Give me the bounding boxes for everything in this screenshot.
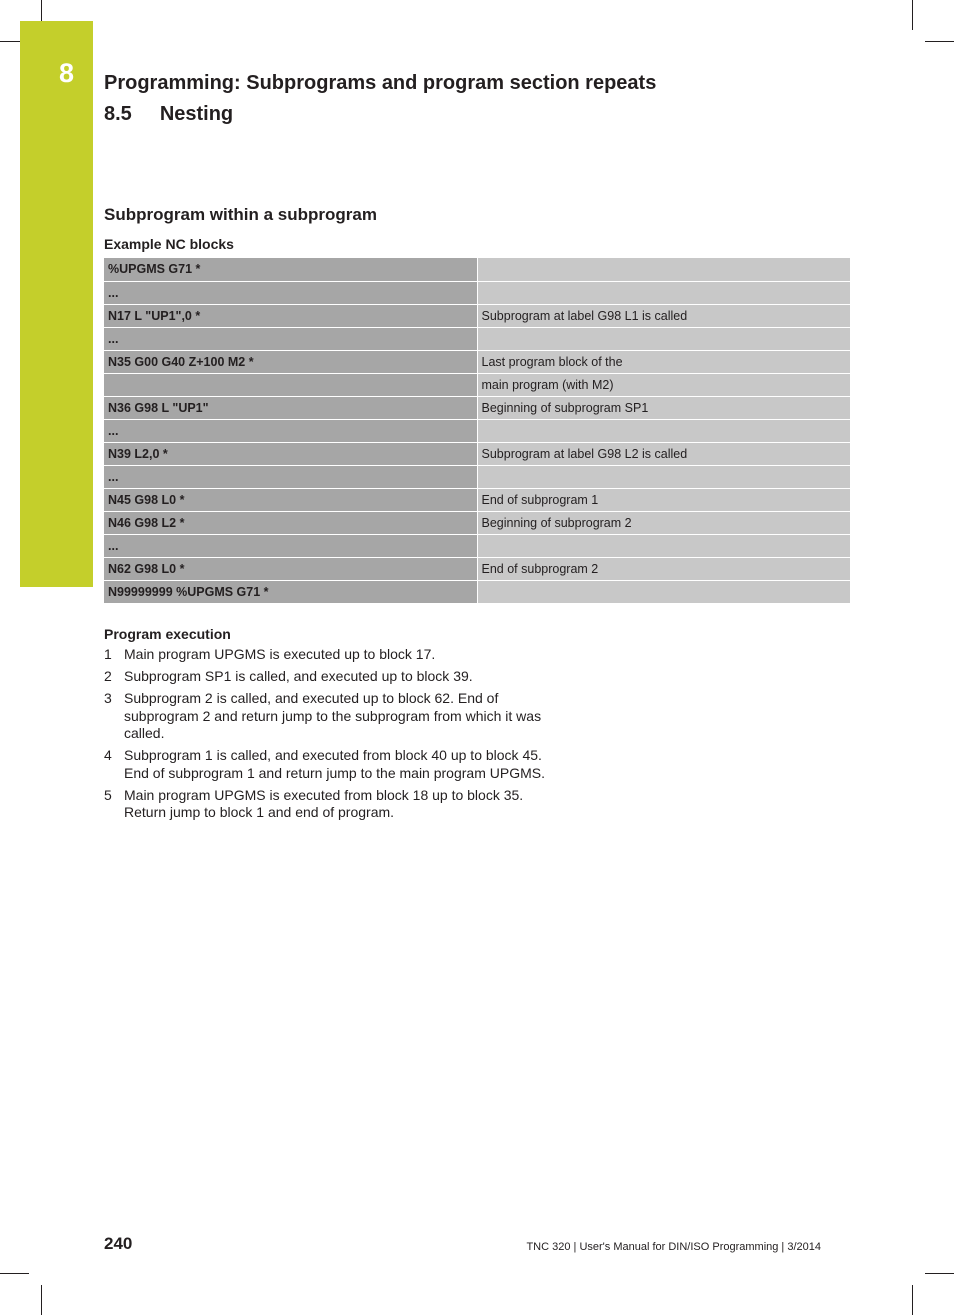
crop-mark — [41, 0, 42, 21]
table-row — [104, 396, 850, 419]
list-item — [104, 668, 554, 686]
table-row — [104, 534, 850, 557]
nc-comment-cell — [477, 327, 850, 350]
subheading: Subprogram within a subprogram — [104, 205, 377, 224]
nc-comment-cell — [477, 258, 850, 281]
crop-mark — [912, 0, 913, 30]
nc-comment-cell: End of subprogram 2 — [477, 557, 850, 580]
nc-code-cell: N35 G00 G40 Z+100 M2 * — [104, 350, 477, 373]
table-row — [104, 327, 850, 350]
section-number: 8.5 — [104, 103, 132, 125]
nc-code-cell — [104, 373, 477, 396]
chapter-number: 8 — [59, 58, 75, 88]
nc-comment-cell: Last program block of the — [477, 350, 850, 373]
nc-comment-cell: Subprogram at label G98 L1 is called — [477, 304, 850, 327]
step-text: Subprogram 2 is called, and executed up to block 62. End of subprogram 2 and return jump to the subprogram from which it was called. — [124, 690, 542, 741]
nc-code-cell: ... — [104, 327, 477, 350]
nc-code-cell: N39 L2,0 * — [104, 442, 477, 465]
table-row — [104, 350, 850, 373]
nc-code-cell: N17 L "UP1",0 * — [104, 304, 477, 327]
nc-code-cell: ... — [104, 281, 477, 304]
step-text: Subprogram 1 is called, and executed from block 40 up to block 45. End of subprogram 1 and return jump to the main program UPGMS. — [124, 747, 545, 781]
nc-comment-cell — [477, 419, 850, 442]
crop-mark — [912, 1285, 913, 1315]
list-item — [104, 690, 554, 743]
step-text: Subprogram SP1 is called, and executed up to block 39. — [124, 668, 473, 684]
table-row — [104, 488, 850, 511]
step-number: 2 — [104, 668, 112, 684]
chapter-title: Programming: Subprograms and program section repeats — [104, 72, 657, 94]
table-row — [104, 511, 850, 534]
nc-comment-cell — [477, 580, 850, 603]
step-number: 4 — [104, 747, 112, 763]
execution-steps-list — [104, 646, 554, 826]
nc-comment-cell — [477, 281, 850, 304]
nc-code-cell: N46 G98 L2 * — [104, 511, 477, 534]
nc-comment-cell — [477, 534, 850, 557]
section-title: Nesting — [159, 103, 234, 125]
nc-comment-cell: End of subprogram 1 — [477, 488, 850, 511]
example-label: Example NC blocks — [104, 236, 234, 252]
table-row — [104, 258, 850, 281]
nc-comment-cell: Beginning of subprogram 2 — [477, 511, 850, 534]
nc-code-cell: N62 G98 L0 * — [104, 557, 477, 580]
list-item — [104, 787, 554, 822]
crop-mark — [0, 1273, 29, 1274]
table-row — [104, 442, 850, 465]
nc-code-cell: ... — [104, 534, 477, 557]
step-number: 5 — [104, 786, 112, 803]
nc-blocks-table — [104, 258, 850, 604]
nc-code-cell: ... — [104, 465, 477, 488]
nc-code-cell: %UPGMS G71 * — [104, 258, 477, 281]
footer-text: TNC 320 | User's Manual for DIN/ISO Programming | 3/2014 — [526, 1241, 821, 1253]
list-item — [104, 646, 554, 664]
step-text: Main program UPGMS is executed up to block 17. — [124, 646, 436, 662]
crop-mark — [41, 1285, 42, 1315]
nc-code-cell: N36 G98 L "UP1" — [104, 396, 477, 419]
step-text: Main program UPGMS is executed from block 18 up to block 35. Return jump to block 1 and end of program. — [124, 786, 524, 820]
execution-label: Program execution — [104, 626, 231, 642]
nc-code-cell: ... — [104, 419, 477, 442]
table-row — [104, 557, 850, 580]
nc-comment-cell — [477, 465, 850, 488]
table-row — [104, 373, 850, 396]
step-number: 3 — [104, 690, 112, 706]
nc-code-cell: N45 G98 L0 * — [104, 488, 477, 511]
crop-mark — [0, 41, 21, 42]
table-row — [104, 304, 850, 327]
list-item — [104, 747, 554, 782]
page-number: 240 — [104, 1234, 133, 1253]
nc-comment-cell: Beginning of subprogram SP1 — [477, 396, 850, 419]
step-number: 1 — [104, 646, 112, 662]
nc-code-cell: N99999999 %UPGMS G71 * — [104, 580, 477, 603]
table-row — [104, 580, 850, 603]
section-heading — [104, 103, 233, 126]
nc-comment-cell: Subprogram at label G98 L2 is called — [477, 442, 850, 465]
crop-mark — [925, 1273, 954, 1274]
table-row — [104, 465, 850, 488]
nc-comment-cell: main program (with M2) — [477, 373, 850, 396]
chapter-side-bar — [20, 21, 93, 587]
table-row — [104, 419, 850, 442]
table-row — [104, 281, 850, 304]
crop-mark — [925, 41, 954, 42]
